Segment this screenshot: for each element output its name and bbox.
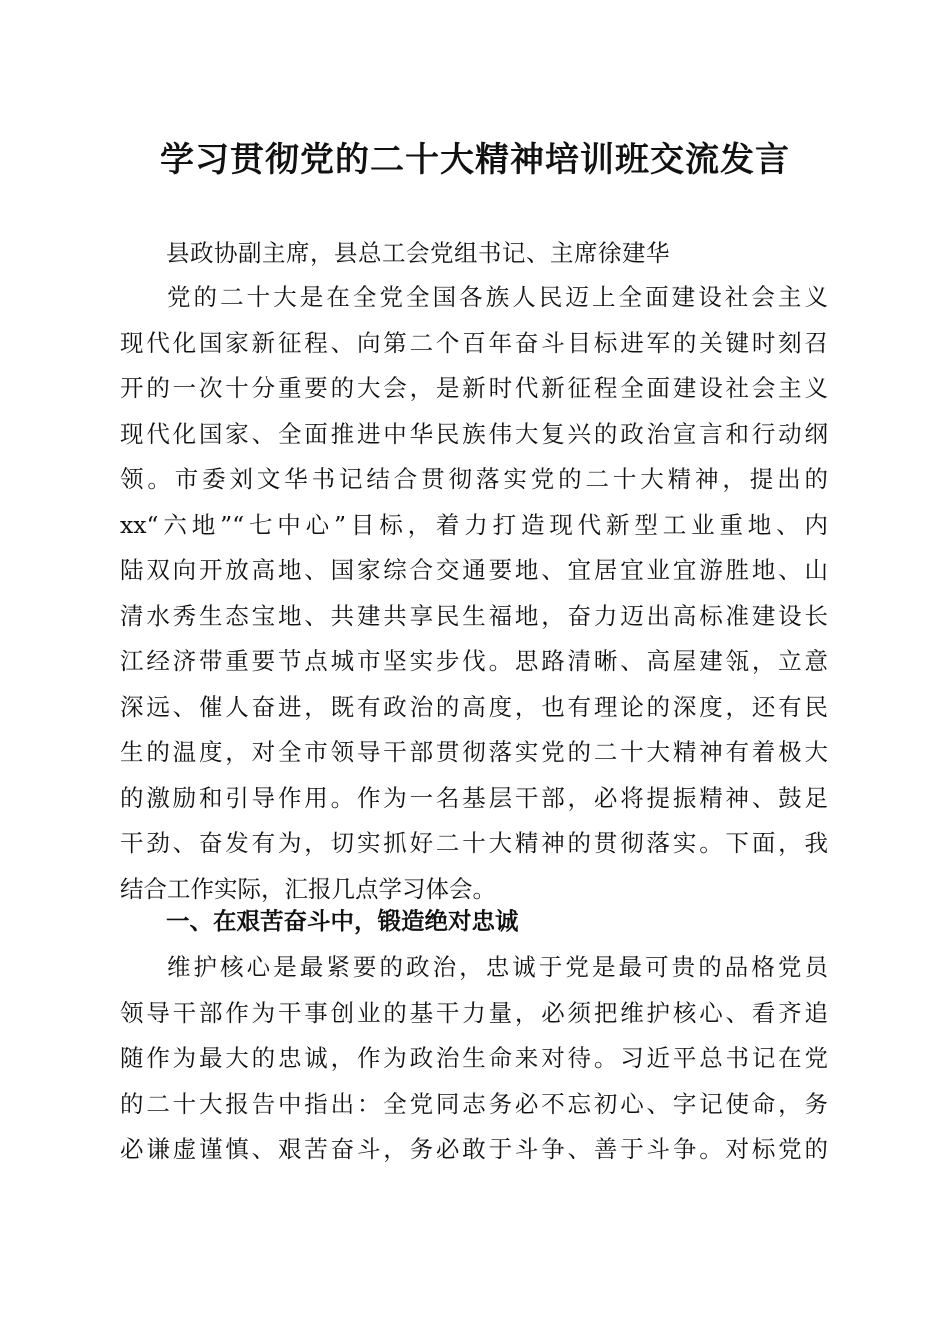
- paragraph-line: 党的二十大是在全党全国各族人民迈上全面建设社会主义: [167, 283, 828, 311]
- paragraph-2: [120, 945, 828, 1173]
- author-line: 县政协副主席，县总工会党组书记、主席徐建华: [166, 239, 670, 267]
- paragraph-line: 的二十大报告中指出：全党同志务必不忘初心、字记使命，务: [120, 1089, 828, 1118]
- paragraph-line: 生的温度，对全市领导干部贯彻落实党的二十大精神有着极大: [120, 738, 828, 766]
- paragraph-line: 结合工作实际，汇报几点学习体会。: [120, 874, 496, 903]
- paragraph-line: 干劲、奋发有为，切实抓好二十大精神的贯彻落实。下面，我: [120, 829, 828, 857]
- paragraph-line: 的激励和引导作用。作为一名基层干部，必将提振精神、鼓足: [120, 783, 828, 812]
- paragraph-line: 必谦虚谨慎、艰苦奋斗，务必敢于斗争、善于斗争。对标党的: [120, 1135, 828, 1163]
- paragraph-line: 随作为最大的忠诚，作为政治生命来对待。习近平总书记在党: [120, 1044, 828, 1072]
- paragraph-line: 领。市委刘文华书记结合贯彻落实党的二十大精神，提出的: [120, 465, 828, 493]
- paragraph-line: 维护核心是最紧要的政治，忠诚于党是最可贵的品格党员: [167, 953, 828, 981]
- document-title: 学习贯彻党的二十大精神培训班交流发言: [160, 140, 790, 180]
- paragraph-line: 陆双向开放高地、国家综合交通要地、宜居宜业宜游胜地、山: [120, 556, 828, 584]
- paragraph-1: [120, 275, 828, 912]
- paragraph-line: 现代化国家新征程、向第二个百年奋斗目标进军的关键时刻召: [120, 328, 828, 357]
- section-heading: 一、在艰苦奋斗中，锻造绝对忠诚: [166, 907, 519, 935]
- paragraph-line: 领导干部作为干事创业的基干力量，必须把维护核心、看齐追: [120, 998, 828, 1027]
- paragraph-line: 江经济带重要节点城市坚实步伐。思路清晰、高屋建瓴，立意: [120, 647, 828, 675]
- paragraph-line: 现代化国家、全面推进中华民族伟大复兴的政治宣言和行动纲: [120, 419, 828, 448]
- paragraph-line: 深远、催人奋进，既有政治的高度，也有理论的深度，还有民: [120, 692, 828, 721]
- paragraph-line: 清水秀生态宝地、共建共享民生福地，奋力迈出高标准建设长: [120, 601, 828, 630]
- paragraph-line: xx“六地”“七中心”目标，着力打造现代新型工业重地、内: [120, 510, 828, 539]
- paragraph-line: 开的一次十分重要的大会，是新时代新征程全面建设社会主义: [120, 374, 828, 402]
